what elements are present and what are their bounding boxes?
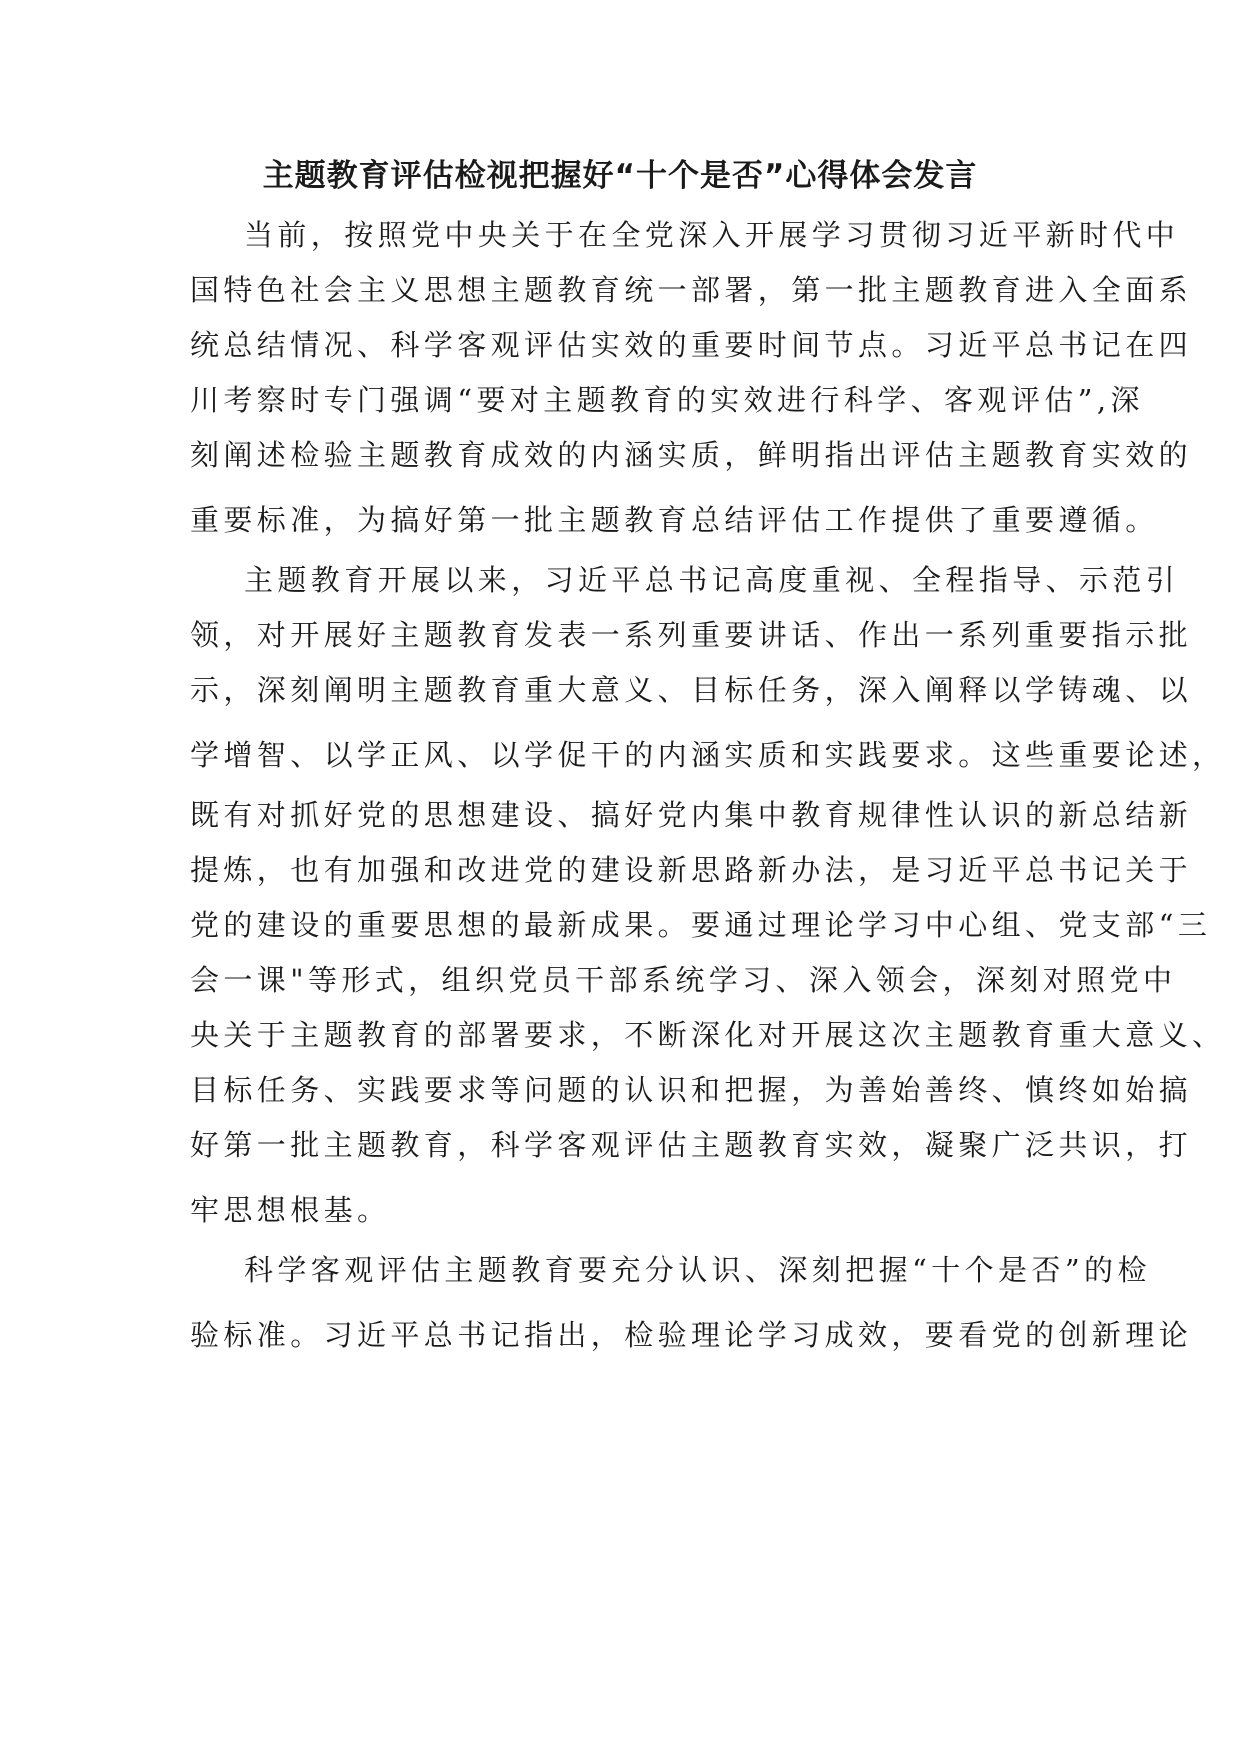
paragraph-2-line-7: 党的建设的重要思想的最新成果。要通过理论学习中心组、党支部“三 xyxy=(190,908,1212,942)
paragraph-2-line-11: 好第一批主题教育，科学客观评估主题教育实效，凝聚广泛共识，打 xyxy=(190,1128,1193,1162)
paragraph-2-line-5: 既有对抓好党的思想建设、搞好党内集中教育规律性认识的新总结新 xyxy=(190,798,1193,832)
paragraph-1-line-3: 统总结情况、科学客观评估实效的重要时间节点。习近平总书记在四 xyxy=(190,328,1193,362)
paragraph-2-line-4: 学增智、以学正风、以学促干的内涵实质和实践要求。这些重要论述， xyxy=(190,738,1226,772)
paragraph-1-line-4: 川考察时专门强调“要对主题教育的实效进行科学、客观评估”,深 xyxy=(190,383,1144,417)
paragraph-2-line-9: 央关于主题教育的部署要求，不断深化对开展这次主题教育重大意义、 xyxy=(190,1018,1226,1052)
paragraph-1-line-2: 国特色社会主义思想主题教育统一部署，第一批主题教育进入全面系 xyxy=(190,273,1193,307)
paragraph-2-line-8: 会一课"等形式，组织党员干部系统学习、深入领会，深刻对照党中 xyxy=(190,963,1177,997)
paragraph-1-line-1: 当前，按照党中央关于在全党深入开展学习贯彻习近平新时代中 xyxy=(244,218,1180,252)
document-title: 主题教育评估检视把握好“十个是否”心得体会发言 xyxy=(262,158,978,194)
paragraph-2-line-2: 领，对开展好主题教育发表一系列重要讲话、作出一系列重要指示批 xyxy=(190,618,1193,652)
paragraph-3-line-1: 科学客观评估主题教育要充分认识、深刻把握“十个是否”的检 xyxy=(244,1253,1151,1287)
paragraph-2-line-10: 目标任务、实践要求等问题的认识和把握，为善始善终、慎终如始搞 xyxy=(190,1073,1193,1107)
paragraph-2-line-12: 牢思想根基。 xyxy=(190,1193,391,1227)
paragraph-1-line-5: 刻阐述检验主题教育成效的内涵实质，鲜明指出评估主题教育实效的 xyxy=(190,438,1193,472)
paragraph-3-line-2: 验标准。习近平总书记指出，检验理论学习成效，要看党的创新理论 xyxy=(190,1318,1193,1352)
paragraph-1-line-6: 重要标准，为搞好第一批主题教育总结评估工作提供了重要遵循。 xyxy=(190,503,1159,537)
paragraph-2-line-1: 主题教育开展以来，习近平总书记高度重视、全程指导、示范引 xyxy=(244,563,1180,597)
paragraph-2-line-6: 提炼，也有加强和改进党的建设新思路新办法，是习近平总书记关于 xyxy=(190,853,1193,887)
paragraph-2-line-3: 示，深刻阐明主题教育重大意义、目标任务，深入阐释以学铸魂、以 xyxy=(190,673,1193,707)
